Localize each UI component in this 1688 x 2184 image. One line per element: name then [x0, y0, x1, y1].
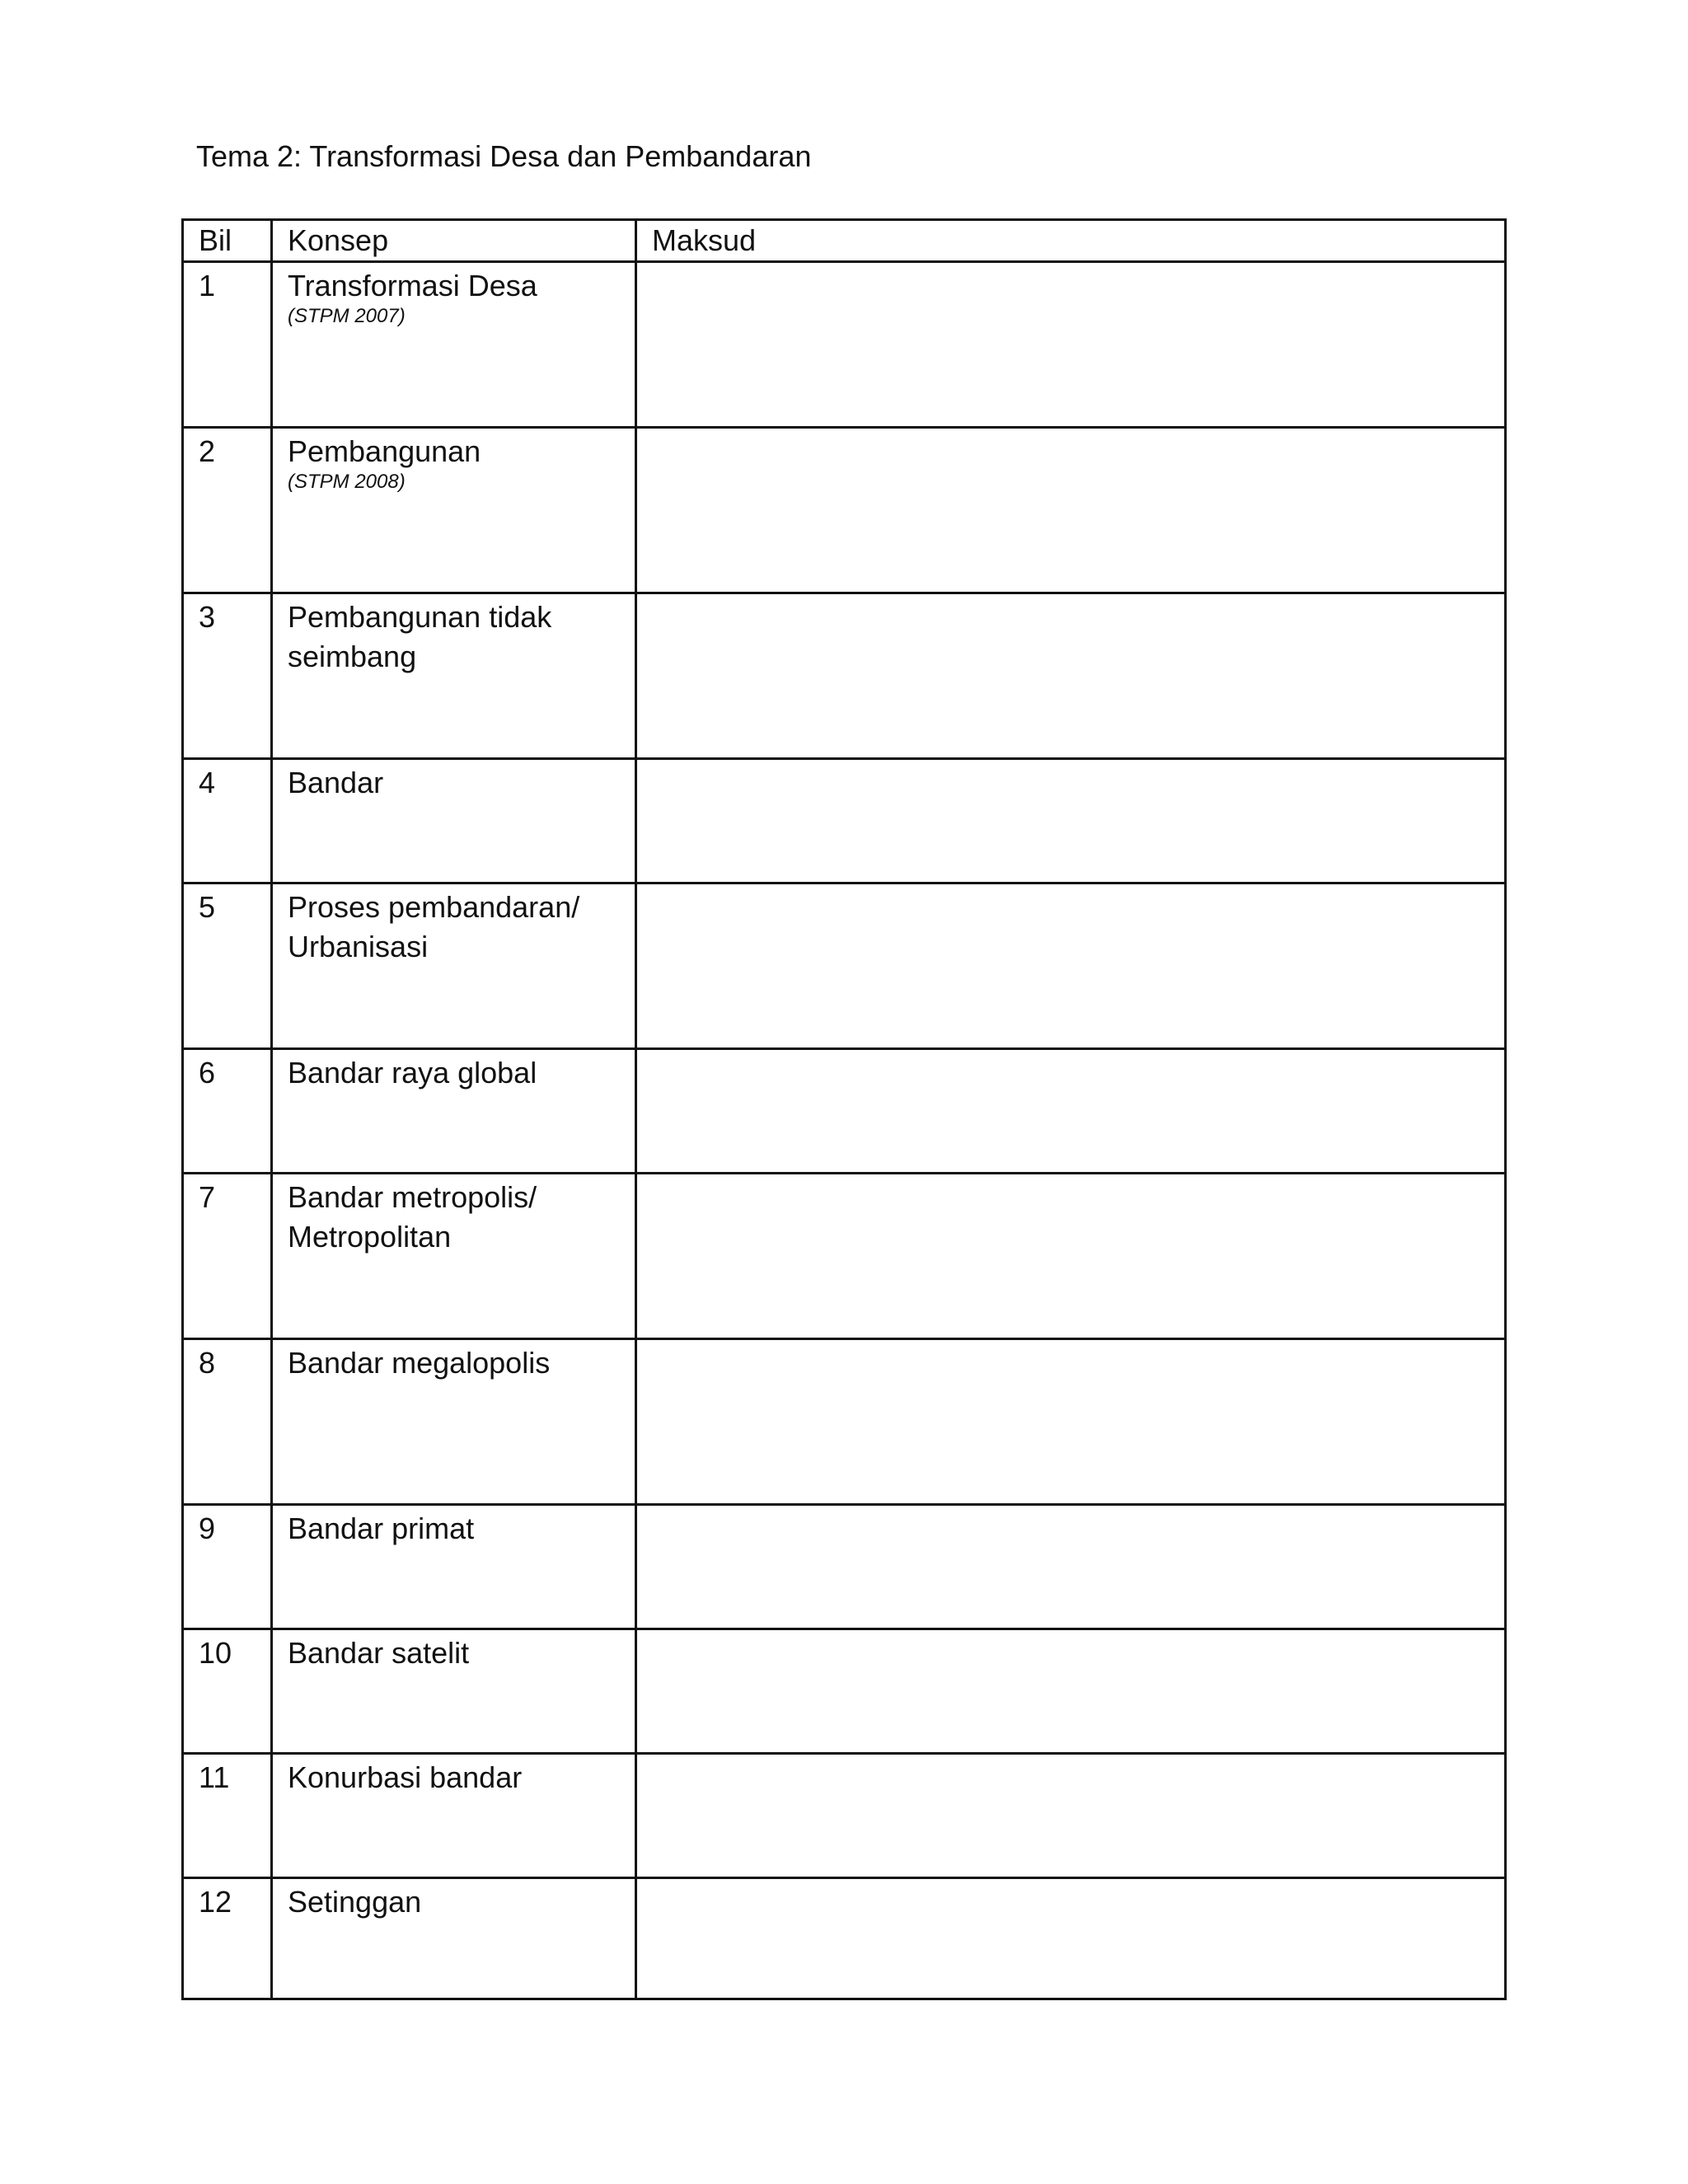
table-row [183, 1629, 1506, 1754]
row-number: 10 [183, 1629, 272, 1754]
concept-cell: Bandar raya global [272, 1049, 636, 1174]
meaning-cell[interactable] [636, 428, 1506, 593]
concept-label: Pembangunan [288, 434, 481, 468]
table-header-row [183, 220, 1506, 262]
exam-note: (STPM 2008) [288, 471, 406, 493]
concept-table [181, 218, 1507, 2000]
meaning-cell[interactable] [636, 1505, 1506, 1629]
table-row [183, 593, 1506, 759]
concept-cell: Bandar satelit [272, 1629, 636, 1754]
page-title: Tema 2: Transformasi Desa dan Pembandaran [196, 139, 812, 173]
exam-note: (STPM 2007) [288, 305, 406, 327]
meaning-cell[interactable] [636, 1754, 1506, 1878]
meaning-cell[interactable] [636, 1174, 1506, 1339]
row-number: 2 [183, 428, 272, 593]
concept-cell: Konurbasi bandar [272, 1754, 636, 1878]
row-number: 8 [183, 1339, 272, 1505]
meaning-cell[interactable] [636, 1049, 1506, 1174]
header-bil: Bil [183, 220, 272, 262]
row-number: 4 [183, 759, 272, 883]
row-number: 3 [183, 593, 272, 759]
table-row [183, 1339, 1506, 1505]
table-row [183, 759, 1506, 883]
meaning-cell[interactable] [636, 883, 1506, 1049]
table-row [183, 1505, 1506, 1629]
table-row [183, 262, 1506, 428]
meaning-cell[interactable] [636, 262, 1506, 428]
concept-cell: Proses pembandaran/ Urbanisasi [272, 883, 636, 1049]
concept-cell: Bandar metropolis/ Metropolitan [272, 1174, 636, 1339]
table-row [183, 883, 1506, 1049]
meaning-cell[interactable] [636, 593, 1506, 759]
row-number: 6 [183, 1049, 272, 1174]
header-konsep: Konsep [272, 220, 636, 262]
table-row [183, 1174, 1506, 1339]
table-row [183, 1878, 1506, 1999]
row-number: 5 [183, 883, 272, 1049]
concept-label: Transformasi Desa [288, 269, 537, 302]
concept-cell: Pembangunan tidak seimbang [272, 593, 636, 759]
meaning-cell[interactable] [636, 759, 1506, 883]
row-number: 9 [183, 1505, 272, 1629]
row-number: 7 [183, 1174, 272, 1339]
concept-cell: Bandar [272, 759, 636, 883]
concept-cell [272, 428, 636, 593]
row-number: 11 [183, 1754, 272, 1878]
meaning-cell[interactable] [636, 1629, 1506, 1754]
table-row [183, 428, 1506, 593]
meaning-cell[interactable] [636, 1339, 1506, 1505]
table-row [183, 1049, 1506, 1174]
concept-cell [272, 262, 636, 428]
table-row [183, 1754, 1506, 1878]
meaning-cell[interactable] [636, 1878, 1506, 1999]
concept-cell: Setinggan [272, 1878, 636, 1999]
header-maksud: Maksud [636, 220, 1506, 262]
concept-cell: Bandar megalopolis [272, 1339, 636, 1505]
row-number: 1 [183, 262, 272, 428]
row-number: 12 [183, 1878, 272, 1999]
concept-cell: Bandar primat [272, 1505, 636, 1629]
